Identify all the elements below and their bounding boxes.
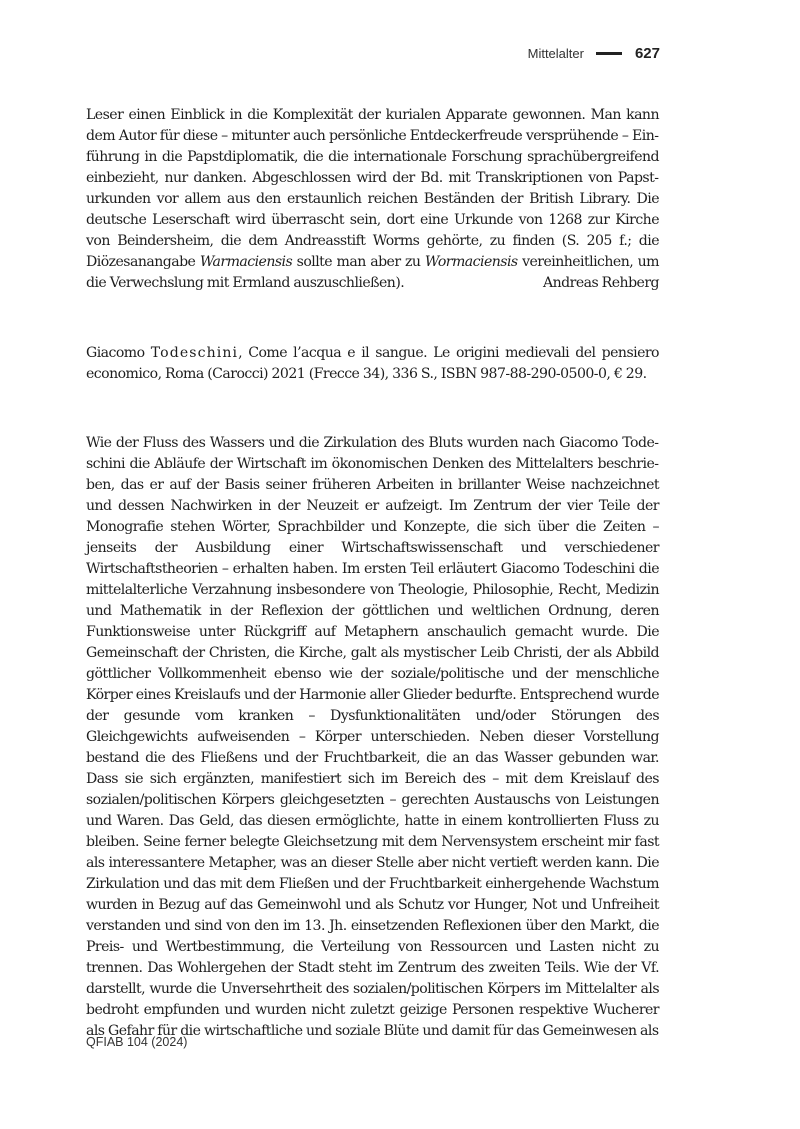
running-title: Mittelalter [527, 45, 584, 61]
author-last-name: Todeschini [150, 345, 239, 361]
review-1-italic-1: Warmaciensis [199, 254, 293, 270]
author-first-name: Giacomo [86, 345, 151, 361]
running-header [528, 43, 660, 63]
review-1-end [86, 105, 659, 294]
review-1-text-b: sollte man aber zu [292, 254, 425, 270]
review-2-body [86, 433, 659, 1042]
reviewer-signature: Andreas Rehberg [543, 275, 659, 291]
journal-footer: QFIAB 104 (2024) [86, 1035, 188, 1049]
review-1-text-c: vereinheitlichen, um die Verwechslung mit Ermland auszuschließen). [86, 254, 659, 291]
header-rule [596, 52, 622, 55]
review-2-paragraph: Wie der Fluss des Wassers und die Zirkulation des Bluts wurden nach Giacomo Todeschini die Abläufe der Wirtschaft im ökonomischen Denken des Mittelalters beschrieben, das er auf der Basis seiner früheren Arbeiten in brillanter Weise nachzeichnet und dessen Nachwirken in der Neuzeit er aufzeigt. Im Zentrum der vier Teile der Monografie stehen Wörter, Sprachbilder und Konzepte, die sich über die Zeiten – jenseits der Ausbildung einer Wirtschaftswissenschaft und verschiedener Wirtschaftstheorien – erhalten haben. Im ersten Teil erläutert Giacomo Todeschini die mittelalterliche Verzahnung insbesondere von Theologie, Philosophie, Recht, Medizin und Mathematik in der Reflexion der göttlichen und weltlichen Ordnung, deren Funktionsweise unter Rückgriff auf Metaphern anschaulich gemacht wurde. Die Gemeinschaft der Christen, die Kirche, galt als mystischer Leib Christi, der als Abbild göttlicher Vollkommenheit ebenso wie der soziale/politische und der menschliche Körper eines Kreislaufs und der Harmonie aller Glieder bedurfte. Entsprechend wurde der gesunde vom kranken – Dysfunktionalitäten und/oder Störungen des Gleichgewichts aufweisenden – Körper unterschieden. Neben dieser Vorstellung bestand die des Fließens und der Fruchtbarkeit, die an das Wasser gebunden war. Dass sie sich ergänzten, manifestiert sich im Bereich des – mit dem Kreislauf des sozialen/politischen Körpers gleichgesetzten – gerechten Austauschs von Leistungen und Waren. Das Geld, das diesen ermöglichte, hatte in einem kontrollierten Fluss zu bleiben. Seine ferner belegte Gleichsetzung mit dem Nervensystem erscheint mir fast als interessantere Metapher, was an dieser Stelle aber nicht vertieft werden kann. Die Zirkulation und das mit dem Fließen und der Fruchtbarkeit einhergehende Wachstum wurden in Bezug auf das Gemeinwohl und als Schutz vor Hunger, Not und Unfreiheit verstanden und sind von den im 13. Jh. einsetzenden Reflexionen über den Markt, die Preis- und Wertbestimmung, die Verteilung von Ressourcen und Lasten nicht zu trennen. Das Wohlergehen der Stadt steht im Zentrum des zweiten Teils. Wie der Vf. darstellt, wurde die Unversehrtheit des sozialen/politischen Körpers im Mittelalter als bedroht empfunden und wurden nicht zuletzt geizige Personen respektive Wucherer als Gefahr für die wirtschaftliche und soziale Blüte und damit für das Gemeinwesen als [86, 435, 659, 1039]
review-1-paragraph [86, 105, 659, 294]
page-number: 627 [634, 44, 660, 62]
bibliographic-details: , Come l’acqua e il sangue. Le origini medievali del pensiero economico, Roma (Carocci) 2021 (Frecce 34), 336 S., ISBN 987-88-290-0500-0, € 29. [86, 345, 659, 382]
review-2-bibliography [86, 343, 659, 385]
review-1-text-a: Leser einen Einblick in die Komplexität der kurialen Apparate gewonnen. Man kann dem Autor für diese – mitunter auch persönliche Entdeckerfreude versprühende – Einführung in die Papstdiplomatik, die die internationale Forschung sprachübergreifend einbezieht, nur danken. Abgeschlossen wird der Bd. mit Transkriptionen von Papsturkunden vor allem aus den erstaunlich reichen Beständen der British Library. Die deutsche Leserschaft wird überrascht sein, dort eine Urkunde von 1268 zur Kirche von Beindersheim, die dem Andreasstift Worms gehörte, zu finden (S. 205 f.; die Diözesanangabe [86, 107, 659, 270]
review-1-italic-2: Wormaciensis [424, 254, 518, 270]
bibliographic-entry [86, 343, 659, 385]
